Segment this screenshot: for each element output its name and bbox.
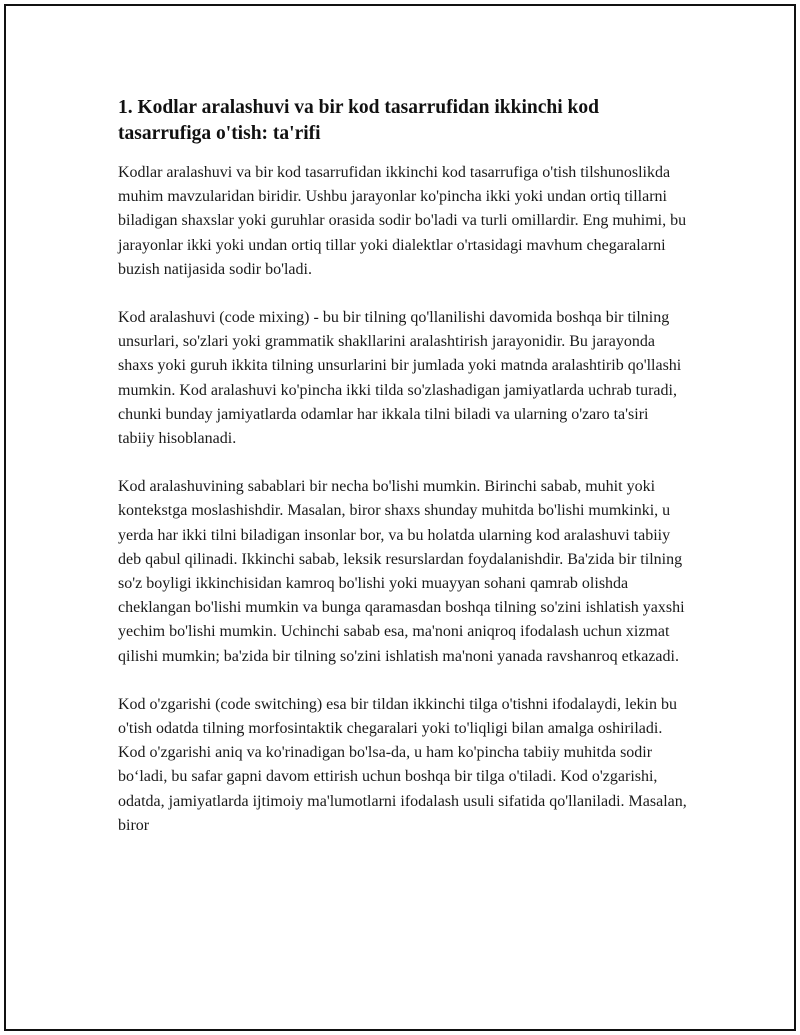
paragraph-code-switching: Kod o'zgarishi (code switching) esa bir tildan ikkinchi tilga o'tishni ifodalaydi, lekin bu o'tish odatda tilning morfosintaktik chegaralari yoki to'liqligi bilan amalga oshiriladi. Kod o'zgarishi aniq va ko'rinadigan bo'lsa-da, u ham ko'pincha tabiiy muhitda sodir bo‘ladi, bu safar gapni davom ettirish uchun boshqa bir tilga o'tiladi. Kod o'zgarishi, odatda, jamiyatlarda ijtimoiy ma'lumotlarni ifodalash usuli sifatida qo'llaniladi. Masalan, biror [118, 695, 687, 834]
paragraph-definition: Kodlar aralashuvi va bir kod tasarrufidan ikkinchi kod tasarrufiga o'tish tilshunoslikda muhim mavzularidan biridir. Ushbu jarayonlar ko'pincha ikki yoki undan ortiq tillarni biladigan shaxslar yoki guruhlar orasida sodir bo'ladi va turli omillardir. Eng muhimi, bu jarayonlar ikki yoki undan ortiq tillar yoki dialektlar o'rtasidagi mavhum chegaralarni buzish natijasida sodir bo'ladi. [118, 164, 687, 278]
paragraph-code-mixing: Kod aralashuvi (code mixing) - bu bir tilning qo'llanilishi davomida boshqa bir tilning unsurlari, so'zlari yoki grammatik shakllarini aralashtirish jarayonidir. Bu jarayonda shaxs yoki guruh ikkita tilning unsurlarini bir jumlada yoki matnda aralashtirib qo'llashi mumkin. Kod aralashuvi ko'pincha ikki tilda so'zlashadigan jamiyatlarda uchrab turadi, chunki bunday jamiyatlarda odamlar har ikkala tilni biladi va ularning o'zaro ta'siri tabiiy hisoblanadi. [118, 309, 682, 448]
section-heading: 1. Kodlar aralashuvi va bir kod tasarrufidan ikkinchi kod tasarrufiga o'tish: ta'rifi [118, 97, 599, 144]
paragraph-code-mixing-reasons: Kod aralashuvining sabablari bir necha bo'lishi mumkin. Birinchi sabab, muhit yoki kontekstga moslashishdir. Masalan, biror shaxs shunday muhitda bo'lishi mumkinki, u yerda har ikki tilni biladigan insonlar bor, va bu holatda ularning kod aralashuvi tabiiy deb qabul qilinadi. Ikkinchi sabab, leksik resurslardan foydalanishdir. Ba'zida bir tilning so'z boyligi ikkinchisidan kamroq bo'lishi yoki muayyan sohani qamrab olishda cheklangan bo'lishi mumkin va bunga qaramasdan boshqa tilning so'zini ishlatish yaxshi yechim bo'lishi mumkin. Uchinchi sabab esa, ma'noni aniqroq ifodalash uchun xizmat qilishi mumkin; ba'zida bir tilning so'zini ishlatish ma'noni yanada ravshanroq etkazadi. [118, 478, 685, 665]
document-body [118, 95, 688, 862]
